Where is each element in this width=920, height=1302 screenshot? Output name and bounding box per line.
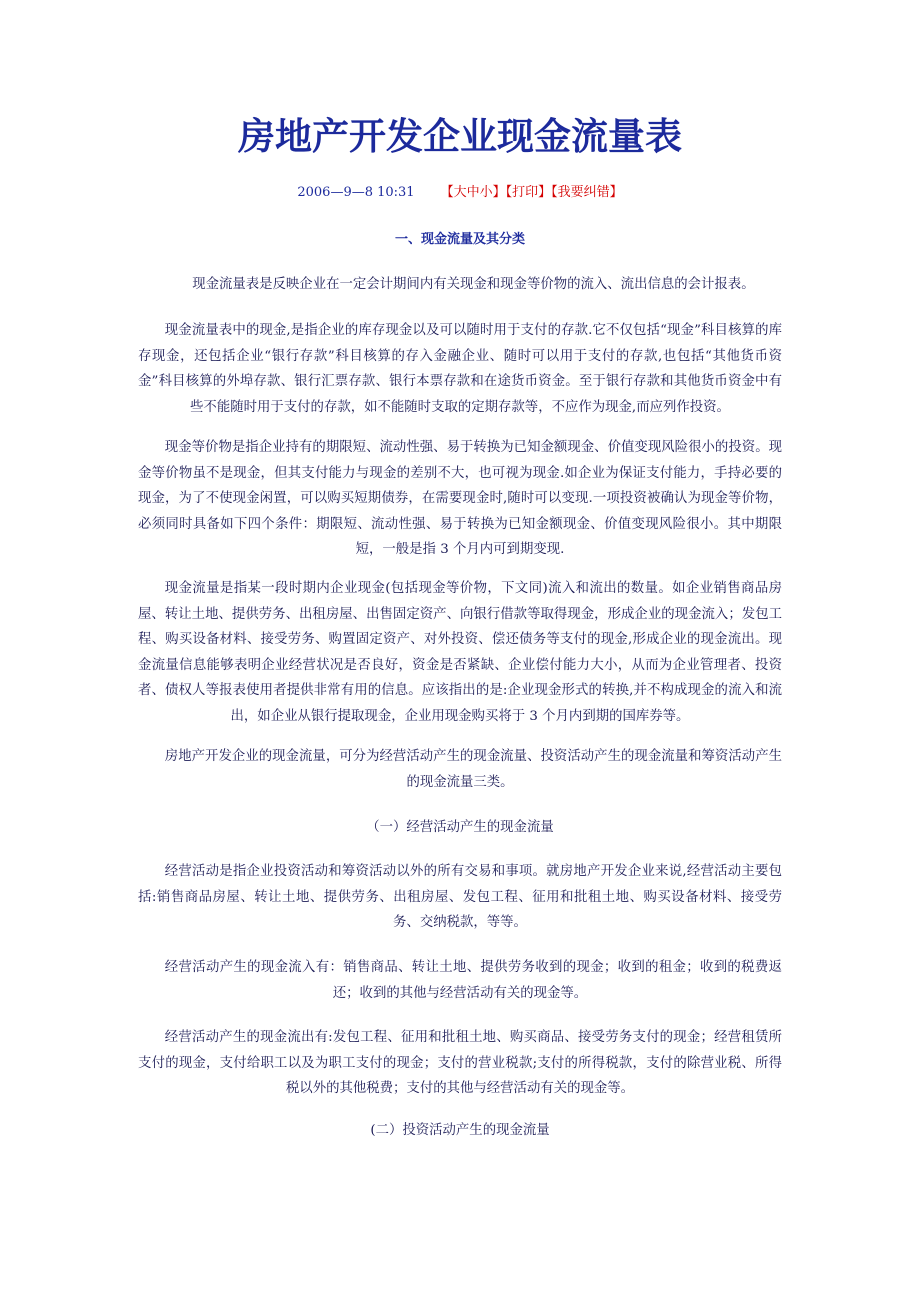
section-heading: 一、现金流量及其分类 — [394, 232, 525, 247]
paragraph: 经营活动产生的现金流入有：销售商品、转让土地、提供劳务收到的现金；收到的租金；收到的税费返还；收到的其他与经营活动有关的现金等。 — [164, 960, 782, 1001]
paragraph: 房地产开发企业的现金流量，可分为经营活动产生的现金流量、投资活动产生的现金流量和筹资活动产生的现金流量三类。 — [164, 749, 782, 790]
report-error-link[interactable]: 【我要纠错】 — [551, 185, 623, 200]
subsection-heading: (二）投资活动产生的现金流量 — [370, 1123, 550, 1138]
subsection-heading: （一）经营活动产生的现金流量 — [366, 820, 554, 835]
paragraph: 现金流量表中的现金,是指企业的库存现金以及可以随时用于支付的存款.它不仅包括“现金”科目核算的库存现金，还包括企业“银行存款”科目核算的存入金融企业、随时可以用于支付的存款,也包括“其他货币资金”科目核算的外埠存款、银行汇票存款、银行本票存款和在途货币资金。至于银行存款和其他货币资金中有些不能随时用于支付的存款，如不能随时支取的定期存款等，不应作为现金,而应列作投资。 — [138, 323, 782, 415]
print-link[interactable]: 【打印】 — [505, 185, 552, 200]
page-title: 房地产开发企业现金流量表 — [238, 114, 682, 158]
publish-date: 2006—9—8 10:31 — [297, 185, 415, 200]
article-meta — [138, 184, 782, 202]
paragraph: 现金等价物是指企业持有的期限短、流动性强、易于转换为已知金额现金、价值变现风险很小的投资。现金等价物虽不是现金，但其支付能力与现金的差别不大，也可视为现金.如企业为保证支付能力，手持必要的现金，为了不使现金闲置，可以购买短期债券，在需要现金时,随时可以变现.一项投资被确认为现金等价物，必须同时具备如下四个条件：期限短、流动性强、易于转换为已知金额现金、价值变现风险很小。其中期限短，一般是指 3 个月内可到期变现. — [138, 440, 782, 557]
font-size-link[interactable]: 【大中小】 — [440, 185, 506, 200]
paragraph: 经营活动产生的现金流出有:发包工程、征用和批租土地、购买商品、接受劳务支付的现金；经营租赁所支付的现金，支付给职工以及为职工支付的现金；支付的营业税款;支付的所得税款，支付的除营业税、所得税以外的其他税费；支付的其他与经营活动有关的现金等。 — [138, 1030, 782, 1096]
paragraph: 现金流量是指某一段时期内企业现金(包括现金等价物，下文同)流入和流出的数量。如企业销售商品房屋、转让土地、提供劳务、出租房屋、出售固定资产、向银行借款等取得现金，形成企业的现金流入；发包工程、购买设备材料、接受劳务、购置固定资产、对外投资、偿还债务等支付的现金,形成企业的现金流出。现金流量信息能够表明企业经营状况是否良好，资金是否紧缺、企业偿付能力大小，从而为企业管理者、投资者、债权人等报表使用者提供非常有用的信息。应该指出的是:企业现金形式的转换,并不构成现金的流入和流出，如企业从银行提取现金，企业用现金购买将于 3 个月内到期的国库券等。 — [138, 581, 782, 724]
paragraph: 经营活动是指企业投资活动和筹资活动以外的所有交易和事项。就房地产开发企业来说,经营活动主要包括:销售商品房屋、转让土地、提供劳务、出租房屋、发包工程、征用和批租土地、购买设备材料、接受劳务、交纳税款，等等。 — [138, 864, 782, 930]
paragraph: 现金流量表是反映企业在一定会计期间内有关现金和现金等价物的流入、流出信息的会计报表。 — [192, 277, 755, 292]
